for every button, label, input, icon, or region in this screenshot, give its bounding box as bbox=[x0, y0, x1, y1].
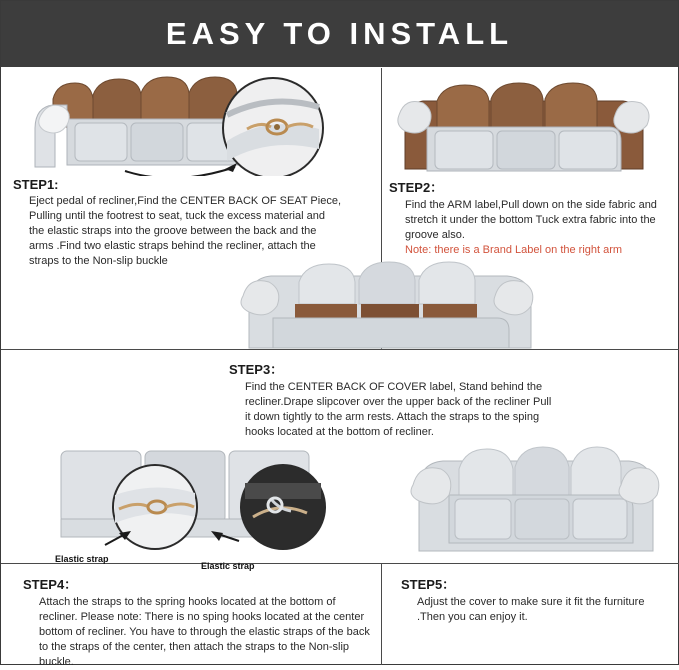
poster-header bbox=[1, 1, 678, 67]
step-3-body: Find the CENTER BACK OF COVER label, Stand behind the recliner.Drape slipcover over the upper back of the recliner Pull it down tightly to the arm rests. Attach the straps to the sping hooks located at the bottom of recliner. bbox=[245, 381, 552, 438]
step-2-body: Find the ARM label,Pull down on the side fabric and stretch it under the bottom Tuck extra fabric into the groove also. bbox=[405, 199, 657, 241]
step-1-block bbox=[13, 177, 343, 269]
step-5-label: STEP5： bbox=[401, 577, 456, 592]
step-5-body: Adjust the cover to make sure it fit the furniture .Then you can enjoy it. bbox=[417, 596, 645, 623]
step-2-note: Note: there is a Brand Label on the right arm bbox=[405, 244, 623, 256]
step2-illustration bbox=[393, 71, 673, 176]
step3-illustration bbox=[233, 254, 553, 354]
step-4-body: Attach the straps to the spring hooks located at the bottom of recliner. Please note: There is no sping hooks located at the center bottom of recliner. You have to through the elastic straps of the back to the straps of the center, then attach the straps to the Non-slip buckle. bbox=[39, 596, 370, 668]
divider-col-bottom bbox=[381, 563, 382, 665]
step-3-label: STEP3： bbox=[229, 362, 284, 377]
step-4-block bbox=[23, 574, 373, 670]
step-2-block bbox=[389, 177, 675, 258]
step-2-label: STEP2： bbox=[389, 180, 444, 195]
page-title: EASY TO INSTALL bbox=[165, 16, 514, 51]
step5-illustration bbox=[405, 437, 665, 559]
step-1-label: STEP1: bbox=[13, 177, 59, 192]
step-5-block bbox=[401, 574, 671, 625]
step-4-label: STEP4： bbox=[23, 577, 78, 592]
step4-illustration bbox=[47, 437, 367, 559]
step-3-block bbox=[229, 359, 559, 440]
caption-elastic-strap-right: Elastic strap bbox=[201, 561, 255, 571]
caption-elastic-strap-left: Elastic strap bbox=[55, 554, 109, 564]
step-1-body: Eject pedal of recliner,Find the CENTER BACK OF SEAT Piece, Pulling until the footrest to seat, tuck the excess material and the elastic straps into the groove between the back and the arms .Find two elastic straps behind the recliner, attach the straps to the Non-slip buckle bbox=[29, 195, 341, 267]
step1-illustration bbox=[15, 71, 345, 176]
